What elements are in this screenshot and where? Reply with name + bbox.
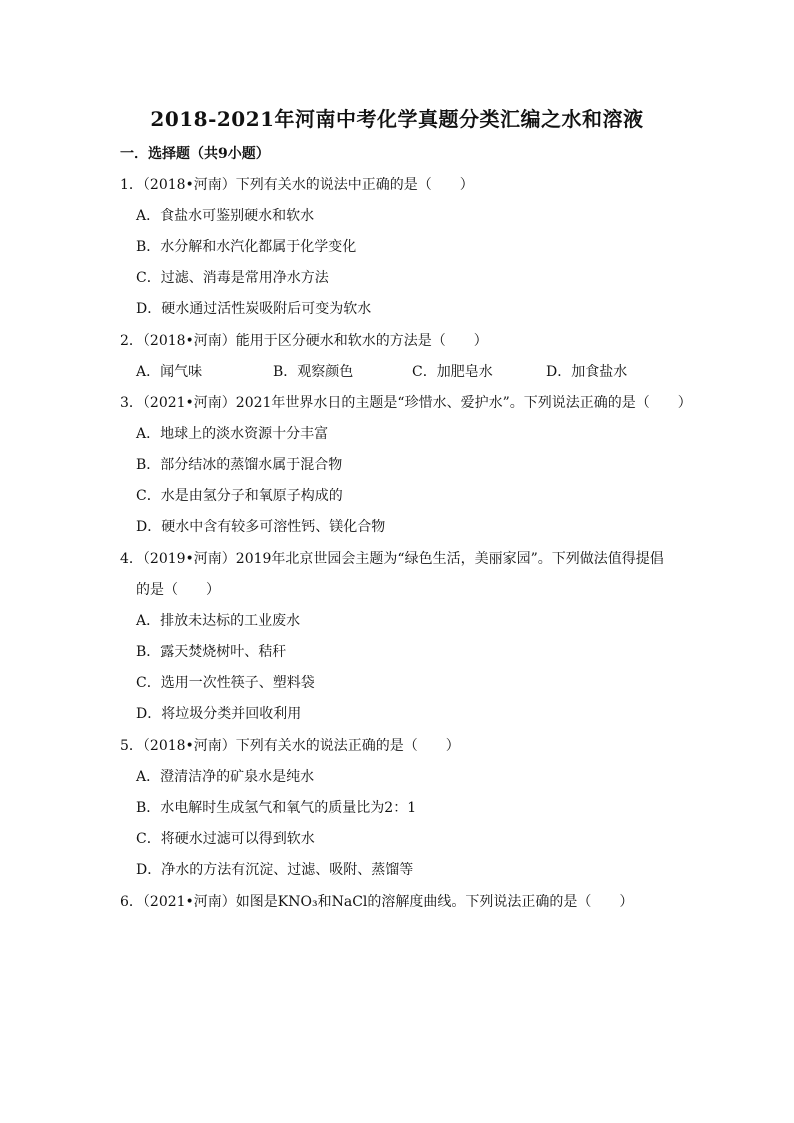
question-1-option-d: D．硬水通过活性炭吸附后可变为软水 — [136, 301, 372, 317]
question-5-stem: 5．（2018•河南）下列有关水的说法正确的是（ ） — [120, 738, 460, 754]
question-2-stem: 2．（2018•河南）能用于区分硬水和软水的方法是（ ） — [120, 333, 488, 349]
question-1-stem: 1．（2018•河南）下列有关水的说法中正确的是（ ） — [120, 177, 474, 193]
question-4-option-a: A．排放未达标的工业废水 — [136, 613, 301, 629]
question-2-option-b: B．观察颜色 — [273, 364, 354, 380]
section-heading: 一．选择题（共9小题） — [120, 146, 270, 162]
question-2-option-d: D．加食盐水 — [546, 364, 628, 380]
question-2-option-c: C．加肥皂水 — [412, 364, 493, 380]
question-2-option-a: A．闻气味 — [136, 364, 203, 380]
question-1-option-b: B．水分解和水汽化都属于化学变化 — [136, 239, 357, 255]
question-5-option-c: C．将硬水过滤可以得到软水 — [136, 831, 315, 847]
question-3-option-b: B．部分结冰的蒸馏水属于混合物 — [136, 457, 343, 473]
question-5-option-d: D．净水的方法有沉淀、过滤、吸附、蒸馏等 — [136, 862, 414, 878]
question-3-option-d: D．硬水中含有较多可溶性钙、镁化合物 — [136, 519, 386, 535]
question-1-option-c: C．过滤、消毒是常用净水方法 — [136, 270, 329, 286]
question-5-option-b: B．水电解时生成氢气和氧气的质量比为2：1 — [136, 800, 417, 816]
question-3-option-c: C．水是由氢分子和氧原子构成的 — [136, 488, 343, 504]
question-6-stem: 6．（2021•河南）如图是KNO₃和NaCl的溶解度曲线。下列说法正确的是（ ） — [120, 894, 634, 910]
question-3-stem: 3．（2021•河南）2021年世界水日的主题是“珍惜水、爱护水”。下列说法正确的是（ ） — [120, 395, 692, 411]
question-5-option-a: A．澄清洁净的矿泉水是纯水 — [136, 769, 315, 785]
question-4-stem: 4．（2019•河南）2019年北京世园会主题为“绿色生活，美丽家园”。下列做法值得提倡 — [120, 551, 664, 567]
question-3-option-a: A．地球上的淡水资源十分丰富 — [136, 426, 329, 442]
page-title: 2018-2021年河南中考化学真题分类汇编之水和溶液 — [150, 107, 644, 131]
question-4-option-d: D．将垃圾分类并回收利用 — [136, 706, 302, 722]
question-4-stem-continuation: 的是（ ） — [136, 582, 220, 598]
question-4-option-b: B．露天焚烧树叶、秸秆 — [136, 644, 287, 660]
question-4-option-c: C．选用一次性筷子、塑料袋 — [136, 675, 315, 691]
question-1-option-a: A．食盐水可鉴别硬水和软水 — [136, 208, 315, 224]
